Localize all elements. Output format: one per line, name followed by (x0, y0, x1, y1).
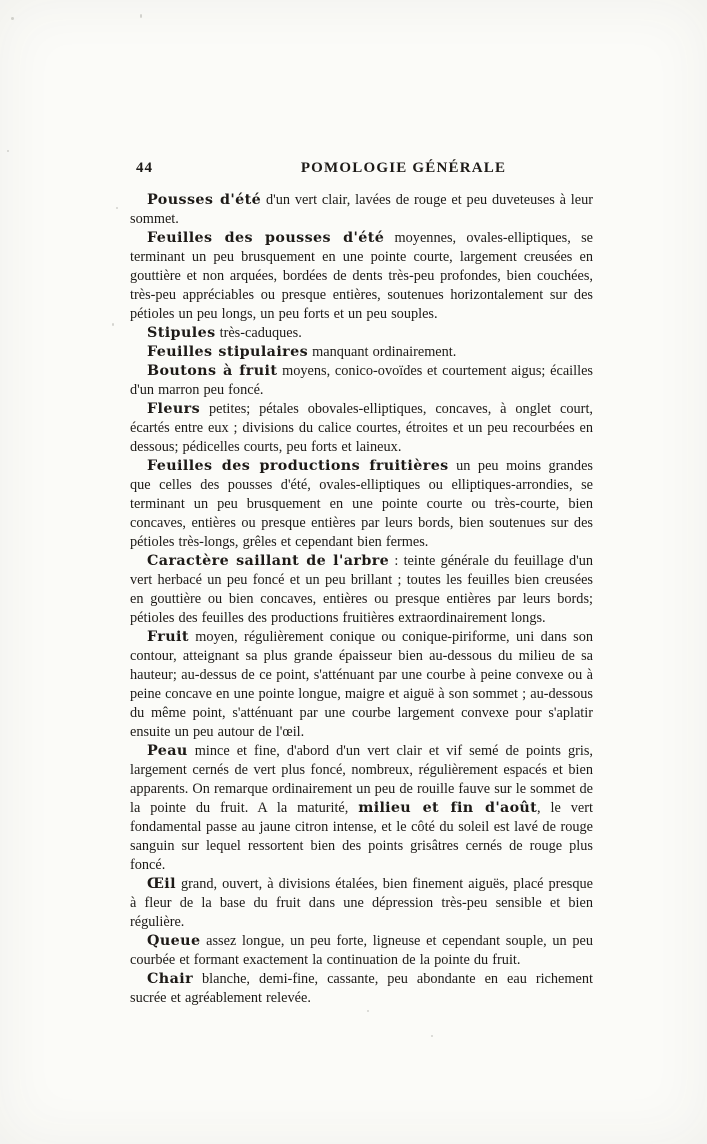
paragraph-lead-term: Fruit (147, 629, 189, 645)
paragraph-text: moyen, régulièrement conique ou conique-piriforme, uni dans son contour, atteignant sa plus grande épaisseur bien au-dessous du milieu de sa hauteur; au-dessus de ce point, s'atténuant par une courbe à peine convexe ou à peine concave en une pointe longue, maigre et aiguë à son sommet ; au-dessous du même point, s'atténuant par une courbe largement convexe pour s'aplatir ensuite un peu autour de l'œil. (130, 629, 593, 740)
paragraph (130, 628, 593, 742)
paragraph-text: assez longue, un peu forte, ligneuse et cependant souple, un peu courbée et formant exactement la continuation de la pointe du fruit. (130, 933, 593, 968)
paragraph-text: moyens, conico-ovoïdes et courtement aigus; écailles d'un marron peu foncé. (130, 363, 593, 398)
text-block (130, 191, 593, 1008)
paragraph-lead-term: Caractère saillant de l'arbre (147, 553, 390, 569)
scan-speck (140, 14, 142, 18)
paragraph-lead-term: Feuilles stipulaires (147, 344, 309, 360)
paragraph-lead-term: Chair (147, 971, 194, 987)
paragraph-text: mince et fine, d'abord d'un vert clair et vif semé de points gris, largement cernés de vert plus foncé, nombreux, régulièrement espacés et bien apparents. On remarque ordinairement un peu de rouille fauve sur le sommet de la pointe du fruit. A la maturité, (130, 743, 593, 816)
paragraph-text: milieu et fin d'août (358, 800, 538, 816)
paragraph-text: manquant ordinairement. (308, 344, 457, 360)
scan-speck (431, 1035, 433, 1037)
paragraph-text: : teinte générale du feuillage d'un vert herbacé un peu foncé et un peu brillant ; toutes les feuilles bien creusées en gouttière ou bien concaves, entières ou presque entières par leurs bords; pétioles des feuilles des productions fruitières extraordinairement longs. (130, 553, 593, 626)
paragraph-lead-term: Queue (147, 933, 201, 949)
running-head (130, 160, 593, 182)
paragraph (130, 362, 593, 400)
paragraph-lead-term: Feuilles des pousses d'été (147, 230, 385, 246)
paragraph-text: d'un vert clair, lavées de rouge et peu duveteuses à leur sommet. (130, 192, 594, 227)
paragraph-text: un peu moins grandes que celles des pousses d'été, ovales-elliptiques ou elliptiques-arrondies, se terminant un peu brusquement en une pointe courte ou très-courte, bien concaves, entières ou presque entières par leurs bords, bien soutenues sur des pétioles très-longs, grêles et cependant bien fermes. (130, 458, 593, 550)
scan-speck (112, 323, 114, 326)
paragraph (130, 552, 593, 628)
scan-speck (7, 150, 9, 152)
paragraph (130, 400, 593, 457)
paragraph-text: grand, ouvert, à divisions étalées, bien finement aiguës, placé presque à fleur de la base du fruit dans une dépression très-peu sensible et bien régulière. (130, 876, 593, 930)
paragraph (130, 324, 593, 343)
paragraph (130, 742, 593, 875)
paragraph (130, 970, 593, 1008)
paragraph-text: , le vert fondamental passe au jaune citron intense, et le côté du soleil est lavé de rouge sanguin sur lequel ressortent bien des points grisâtres cernés de rouge plus foncé. (130, 800, 593, 873)
paragraph (130, 343, 593, 362)
paragraph (130, 875, 593, 932)
paragraph (130, 191, 593, 229)
paragraph-lead-term: Fleurs (147, 401, 201, 417)
paragraph-lead-term: Boutons à fruit (147, 363, 278, 379)
paragraph-lead-term: Feuilles des productions fruitières (147, 458, 449, 474)
paragraph-text: très-caduques. (215, 325, 302, 341)
paragraph-lead-term: Pousses d'été (147, 192, 262, 208)
paragraph-lead-term: Peau (147, 743, 188, 759)
paragraph-text: petites; pétales obovales-elliptiques, concaves, à onglet court, écartés entre eux ; divisions du calice courtes, étroites et un peu recourbées en dessous; pédicelles courts, peu forts et laineux. (130, 401, 593, 455)
paragraph (130, 457, 593, 552)
paragraph-text: blanche, demi-fine, cassante, peu abondante en eau richement sucrée et agréablement relevée. (130, 971, 593, 1006)
paragraph (130, 229, 593, 324)
scan-speck (11, 17, 14, 20)
scan-speck (116, 207, 118, 209)
scan-speck (367, 1010, 369, 1012)
running-title: POMOLOGIE GÉNÉRALE (300, 160, 507, 176)
paragraph-lead-term: Stipules (147, 325, 216, 341)
page-number: 44 (136, 160, 153, 176)
paragraph-lead-term: Œil (147, 876, 176, 892)
page-content (130, 160, 593, 1008)
paragraph-text: moyennes, ovales-elliptiques, se terminant un peu brusquement en une pointe courte, largement creusées en gouttière et non arquées, bordées de dents très-peu profondes, bien couchées, très-peu appréciables ou presque entières, soutenues horizontalement sur des pétioles un peu longs, un peu forts et un peu souples. (130, 230, 593, 322)
paragraph (130, 932, 593, 970)
